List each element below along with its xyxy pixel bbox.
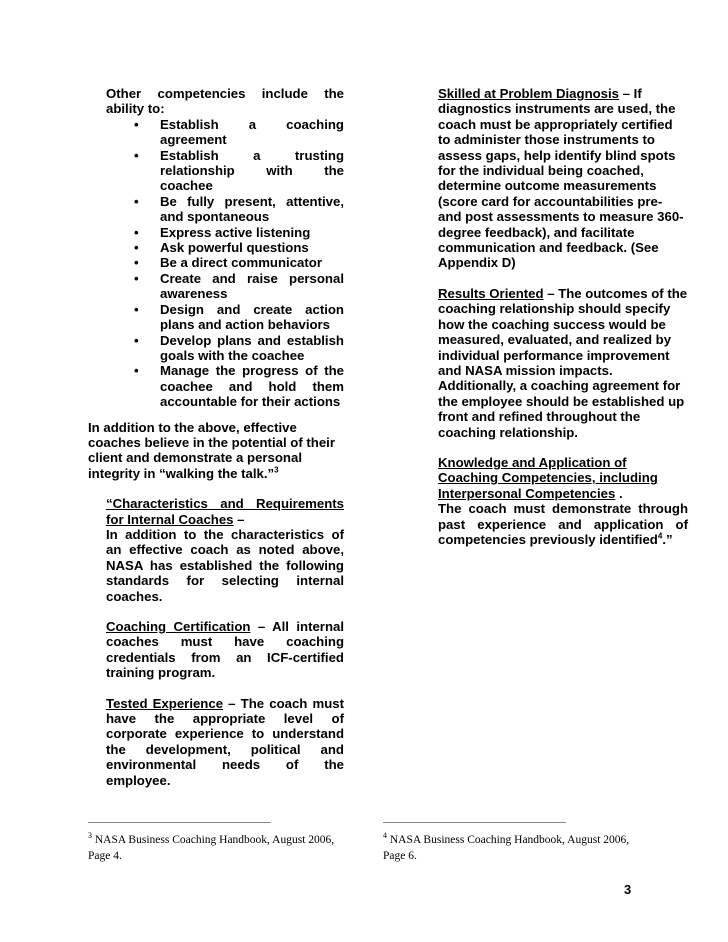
certification-text: – All internal coaches must have coaching credentials from an ICF-certified training program. [106,619,344,681]
bullet-icon: • [134,224,139,240]
bullet-icon: • [134,270,139,286]
competency-text: Develop plans and establish goals with the coachee [160,332,344,363]
page-number: 3 [624,882,632,897]
certification-heading: Coaching Certification [106,619,251,634]
right-column [438,86,688,547]
competency-list [88,117,344,410]
bullet-icon: • [134,147,139,163]
knowledge-text: The coach must demonstrate through past experience and application of competencies previously identified [438,501,688,547]
bullet-icon: • [134,301,139,317]
footnote-ref-3: 3 [274,465,279,475]
knowledge-tail: . [615,485,623,501]
diagnosis-text: – If diagnostics instruments are used, the coach must be appropriately certified to administer those instruments to assess gaps, help identify blind spots for the individual being coached, determine outcome measurements (score card for accountabilities pre- and post assessments to measure 360-degree feedback), and facilitate communication and feedback. (See Appendix D) [438,86,684,271]
knowledge-paragraph [438,501,688,547]
footnote-rule-left [88,822,271,823]
knowledge-heading: Knowledge and Application of Coaching Competencies, including Interpersonal Competencies [438,454,658,501]
competency-text: Create and raise personal awareness [160,270,344,302]
competency-list-item [134,194,344,225]
diagnosis-paragraph [438,86,688,271]
intro-line-1: Other competencies include the [106,86,344,101]
competency-list-item [134,271,344,302]
left-column [88,86,344,788]
competencies-block [88,86,344,117]
competency-list-item [134,225,344,240]
results-text: – The outcomes of the coaching relationship should specify how the coaching success would be measured, evaluated, and realized by individual performance improvement and NASA mission impacts. Additionally, a coaching agreement for the employee should be established up front and refined throughout the coaching relationship. [438,285,688,440]
footnote-4-number: 4 [383,831,387,840]
competency-list-item [134,117,344,148]
addition-text: In addition to the above, effective coaches believe in the potential of their client and demonstrate a personal integrity in “walking the talk.” [88,419,335,481]
bullet-icon: • [134,116,139,132]
footnote-3-number: 3 [88,831,92,840]
bullet-icon: • [134,363,139,379]
certification-paragraph [106,619,344,681]
results-heading: Results Oriented [438,285,544,301]
experience-paragraph [106,696,344,788]
competency-list-item [134,255,344,270]
experience-heading: Tested Experience [106,695,224,711]
diagnosis-heading: Skilled at Problem Diagnosis [438,86,620,101]
competency-text: Express active listening [160,224,311,240]
results-paragraph [438,286,688,440]
footnote-4-text: NASA Business Coaching Handbook, August 2006, Page 6. [383,833,630,862]
bullet-icon: • [134,240,139,256]
bullet-icon: • [134,255,139,271]
competency-text: Be a direct communicator [160,255,322,271]
characteristics-section [88,496,344,788]
characteristics-text: In addition to the characteristics of an effective coach as noted above, NASA has established the following standards for selecting internal coaches. [106,526,344,604]
competencies-intro [106,86,344,101]
competency-list-item [134,302,344,333]
footnote-3-text: NASA Business Coaching Handbook, August 2006, Page 4. [88,833,335,862]
bullet-icon: • [134,193,139,209]
competency-list-item [134,363,344,409]
competency-text: Be fully present, attentive, and spontaneous [160,193,344,225]
bullet-icon: • [134,332,139,348]
footnote-rule-right [383,822,566,823]
addition-paragraph [88,420,344,482]
footnote-4 [383,828,645,864]
competency-text: Establish a coaching agreement [160,116,344,148]
footnote-ref-4: 4 [657,531,663,541]
competency-text: Ask powerful questions [160,240,309,256]
competencies-intro-2: ability to: [106,101,165,117]
competency-text: Manage the progress of the coachee and hold them accountable for their actions [160,363,344,410]
knowledge-heading-paragraph [438,455,688,501]
competency-text: Design and create action plans and action behaviors [160,301,344,333]
knowledge-end: .” [662,531,673,547]
competency-list-item [134,240,344,255]
experience-text: – The coach must have the appropriate level of corporate experience to understand the development, political and environmental needs of the employee. [106,695,344,788]
characteristics-heading: “Characteristics and Requirements for Internal Coaches [106,496,344,527]
competency-list-item [134,333,344,364]
footnote-3 [88,828,350,864]
competency-text: Establish a trusting relationship with the coachee [160,147,344,194]
competency-list-item [134,148,344,194]
characteristics-dash: – [233,511,245,527]
